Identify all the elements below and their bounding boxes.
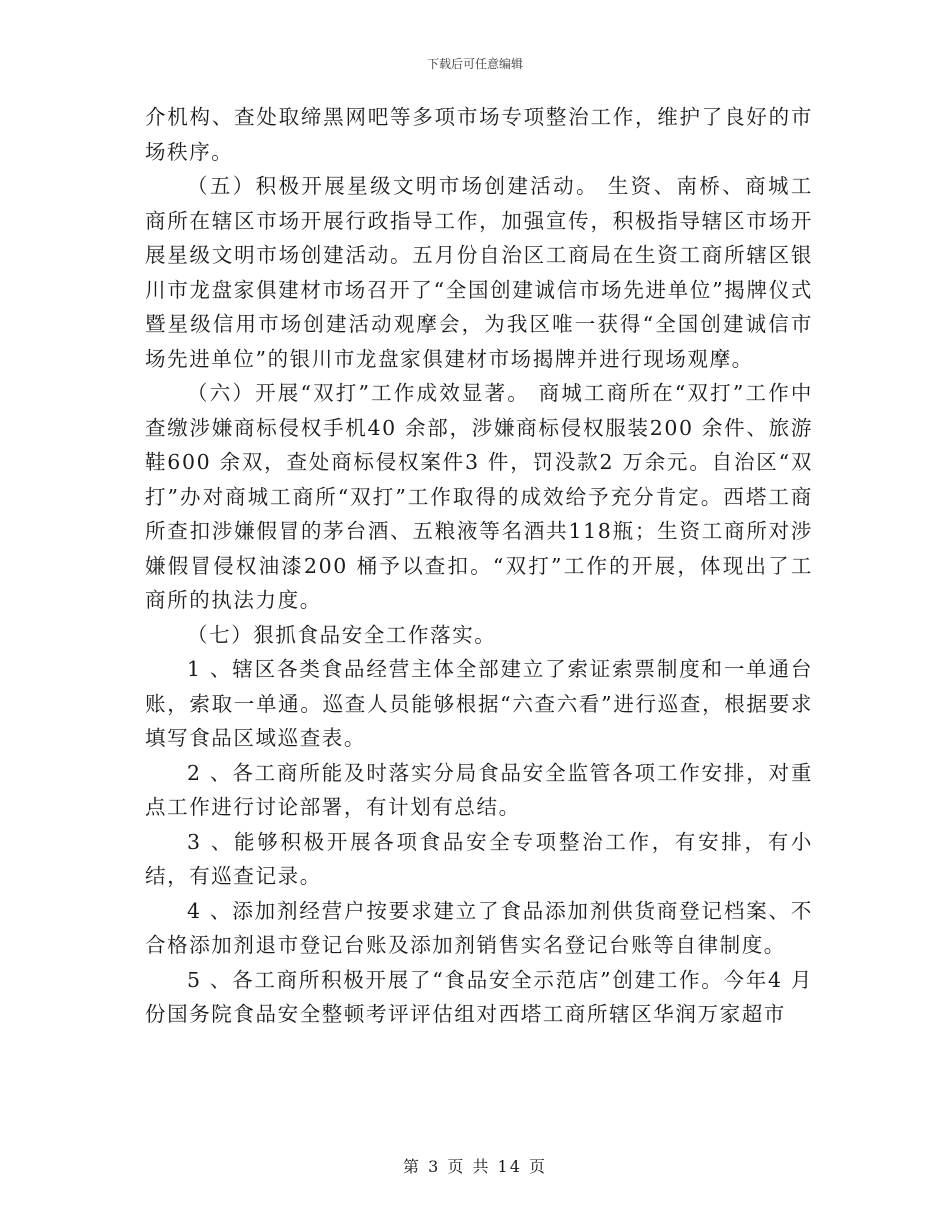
paragraph: （五）积极开展星级文明市场创建活动。 生资、南桥、商城工商所在辖区市场开展行政指导工作，加强宣传，积极指导辖区市场开展星级文明市场创建活动。五月份自治区工商局在生资工商所辖区银川市龙盘家俱建材市场召开了“全国创建诚信市场先进单位”揭牌仪式暨星级信用市场创建活动观摩会，为我区唯一获得“全国创建诚信市场先进单位”的银川市龙盘家俱建材市场揭牌并进行现场观摩。 (145, 174, 813, 371)
document-body (145, 100, 813, 1032)
page-number: 第 3 页 共 14 页 (403, 1157, 547, 1176)
paragraph: 2 、各工商所能及时落实分局食品安全监管各项工作安排，对重点工作进行讨论部署，有计划有总结。 (145, 760, 813, 819)
paragraph: 4 、添加剂经营户按要求建立了食品添加剂供货商登记档案、不合格添加剂退市登记台账及添加剂销售实名登记台账等自律制度。 (145, 898, 813, 957)
paragraph: 5 、各工商所积极开展了“食品安全示范店”创建工作。今年4 月份国务院食品安全整顿考评评估组对西塔工商所辖区华润万家超市 (145, 967, 813, 1026)
paragraph: 介机构、查处取缔黑网吧等多项市场专项整治工作，维护了良好的市场秩序。 (145, 105, 813, 164)
paragraph: 1 、辖区各类食品经营主体全部建立了索证索票制度和一单通台账，索取一单通。巡查人员能够根据“六查六看”进行巡查，根据要求填写食品区域巡查表。 (145, 657, 813, 750)
paragraph: 3 、能够积极开展各项食品安全专项整治工作，有安排，有小结，有巡查记录。 (145, 829, 813, 888)
paragraph: （六）开展“双打”工作成效显著。 商城工商所在“双打”工作中查缴涉嫌商标侵权手机40 余部，涉嫌商标侵权服装200 余件、旅游鞋600 余双，查处商标侵权案件3 件，罚没款2 万余元。自治区“双打”办对商城工商所“双打”工作取得的成效给予充分肯定。西塔工商所查扣涉嫌假冒的茅台酒、五粮液等名酒共118瓶；生资工商所对涉嫌假冒侵权油漆200 桶予以查扣。“双打”工作的开展，体现出了工商所的执法力度。 (145, 381, 813, 612)
header-note: 下载后可任意编辑 (426, 57, 523, 71)
paragraph: （七）狠抓食品安全工作落实。 (187, 622, 497, 647)
